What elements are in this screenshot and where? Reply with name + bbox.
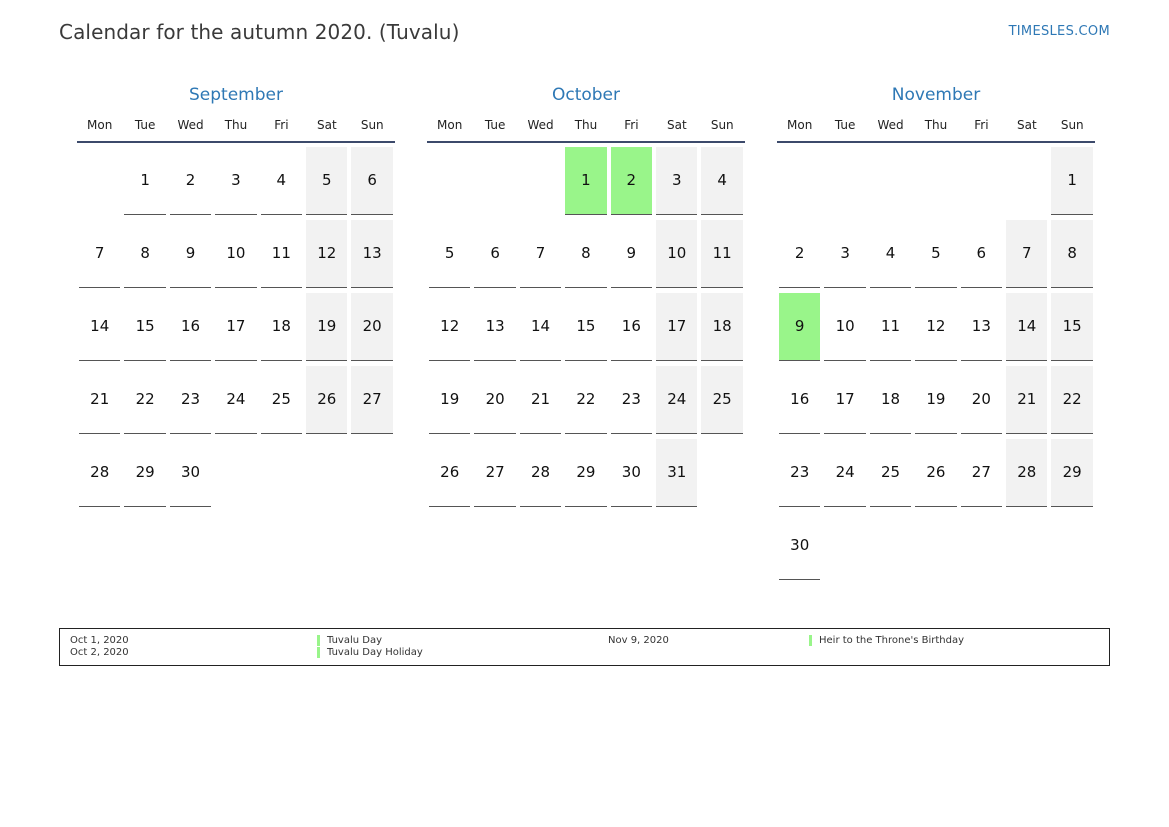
- day-cell[interactable]: 30: [779, 512, 821, 580]
- day-cell[interactable]: 18: [701, 293, 743, 361]
- day-cell[interactable]: 16: [611, 293, 653, 361]
- weekday-label: Sun: [1060, 118, 1084, 132]
- week-row: [427, 147, 745, 216]
- empty-day-cell: [870, 512, 912, 580]
- weekday-label: Thu: [924, 118, 948, 132]
- weekday-label: Wed: [877, 118, 904, 132]
- day-cell[interactable]: 5: [429, 220, 471, 288]
- week-row: [427, 220, 745, 289]
- day-cell[interactable]: 24: [215, 366, 257, 434]
- day-cell[interactable]: 4: [261, 147, 303, 215]
- day-cell[interactable]: 20: [961, 366, 1003, 434]
- week-row: [77, 220, 395, 289]
- empty-day-cell: [429, 147, 471, 215]
- day-cell[interactable]: 5: [915, 220, 957, 288]
- week-row: [777, 147, 1095, 216]
- weekday-label: Sun: [360, 118, 384, 132]
- weekday-label: Tue: [834, 118, 856, 132]
- day-cell[interactable]: 28: [520, 439, 562, 507]
- week-row: [77, 366, 395, 435]
- day-cell[interactable]: 27: [961, 439, 1003, 507]
- day-cell[interactable]: 6: [961, 220, 1003, 288]
- weekday-header: [777, 115, 1095, 143]
- month-name: October: [551, 85, 621, 105]
- empty-day-cell: [1006, 512, 1048, 580]
- day-cell[interactable]: 17: [656, 293, 698, 361]
- day-cell[interactable]: 23: [170, 366, 212, 434]
- weekday-label: Sat: [1016, 118, 1037, 132]
- day-cell[interactable]: 7: [1006, 220, 1048, 288]
- day-cell[interactable]: 11: [870, 293, 912, 361]
- empty-day-cell: [870, 147, 912, 215]
- day-cell[interactable]: 30: [611, 439, 653, 507]
- day-cell[interactable]: 1: [124, 147, 166, 215]
- day-cell[interactable]: 18: [261, 293, 303, 361]
- day-cell[interactable]: 23: [611, 366, 653, 434]
- empty-day-cell: [215, 439, 257, 507]
- empty-day-cell: [824, 512, 866, 580]
- day-cell[interactable]: 15: [565, 293, 607, 361]
- day-cell[interactable]: 21: [1006, 366, 1048, 434]
- day-cell[interactable]: 12: [915, 293, 957, 361]
- legend-holiday-name: Tuvalu Day: [317, 635, 382, 646]
- empty-day-cell: [520, 147, 562, 215]
- month-name: September: [189, 85, 283, 105]
- page-title: Calendar for the autumn 2020. (Tuvalu): [59, 20, 460, 44]
- day-cell[interactable]: 19: [915, 366, 957, 434]
- weekday-label: Tue: [134, 118, 156, 132]
- day-cell[interactable]: 27: [474, 439, 516, 507]
- day-cell[interactable]: 20: [351, 293, 393, 361]
- empty-day-cell: [824, 147, 866, 215]
- week-row: [777, 366, 1095, 435]
- week-row: [777, 512, 1095, 581]
- empty-day-cell: [1051, 512, 1093, 580]
- weekday-label: Wed: [177, 118, 204, 132]
- day-cell[interactable]: 13: [961, 293, 1003, 361]
- day-cell[interactable]: 31: [656, 439, 698, 507]
- weekday-label: Fri: [974, 118, 989, 132]
- weekday-label: Mon: [787, 118, 813, 132]
- empty-day-cell: [351, 439, 393, 507]
- month-0: [77, 84, 395, 512]
- day-cell[interactable]: 15: [1051, 293, 1093, 361]
- legend-holiday-name: Tuvalu Day Holiday: [317, 647, 423, 658]
- weekday-label: Sat: [316, 118, 337, 132]
- day-cell[interactable]: 12: [429, 293, 471, 361]
- day-cell[interactable]: 14: [79, 293, 121, 361]
- day-cell[interactable]: 19: [306, 293, 348, 361]
- empty-day-cell: [306, 439, 348, 507]
- day-cell[interactable]: 29: [565, 439, 607, 507]
- day-cell[interactable]: 10: [824, 293, 866, 361]
- day-cell[interactable]: 14: [1006, 293, 1048, 361]
- empty-day-cell: [79, 147, 121, 215]
- day-cell[interactable]: 24: [656, 366, 698, 434]
- day-cell[interactable]: 28: [1006, 439, 1048, 507]
- month-name: November: [891, 85, 981, 105]
- empty-day-cell: [779, 147, 821, 215]
- day-cell[interactable]: 21: [79, 366, 121, 434]
- day-cell[interactable]: 24: [824, 439, 866, 507]
- legend-date: Oct 2, 2020: [70, 647, 129, 658]
- day-cell[interactable]: 10: [656, 220, 698, 288]
- empty-day-cell: [1006, 147, 1048, 215]
- day-cell[interactable]: 13: [351, 220, 393, 288]
- day-cell[interactable]: 8: [565, 220, 607, 288]
- day-cell[interactable]: 20: [474, 366, 516, 434]
- week-row: [77, 293, 395, 362]
- weekday-label: Thu: [224, 118, 248, 132]
- holiday-day-cell[interactable]: 2: [611, 147, 653, 215]
- day-cell[interactable]: 6: [351, 147, 393, 215]
- day-cell[interactable]: 25: [261, 366, 303, 434]
- day-cell[interactable]: 18: [870, 366, 912, 434]
- day-cell[interactable]: 26: [306, 366, 348, 434]
- week-row: [777, 220, 1095, 289]
- day-cell[interactable]: 25: [870, 439, 912, 507]
- weekday-label: Sat: [666, 118, 687, 132]
- weekday-label: Sun: [710, 118, 734, 132]
- empty-day-cell: [915, 512, 957, 580]
- empty-day-cell: [261, 439, 303, 507]
- day-cell[interactable]: 17: [824, 366, 866, 434]
- day-cell[interactable]: 11: [261, 220, 303, 288]
- day-cell[interactable]: 17: [215, 293, 257, 361]
- day-cell[interactable]: 2: [779, 220, 821, 288]
- weekday-label: Wed: [527, 118, 554, 132]
- day-cell[interactable]: 9: [170, 220, 212, 288]
- day-cell[interactable]: 15: [124, 293, 166, 361]
- weekday-label: Thu: [574, 118, 598, 132]
- day-cell[interactable]: 16: [779, 366, 821, 434]
- day-cell[interactable]: 9: [611, 220, 653, 288]
- month-1: [427, 84, 745, 512]
- day-cell[interactable]: 4: [701, 147, 743, 215]
- day-cell[interactable]: 4: [870, 220, 912, 288]
- weekday-header: [77, 115, 395, 143]
- weekday-header: [427, 115, 745, 143]
- week-row: [777, 439, 1095, 508]
- legend-date: Oct 1, 2020: [70, 635, 129, 646]
- day-cell[interactable]: 22: [124, 366, 166, 434]
- weekday-label: Mon: [87, 118, 113, 132]
- day-cell[interactable]: 22: [1051, 366, 1093, 434]
- empty-day-cell: [961, 512, 1003, 580]
- day-cell[interactable]: 23: [779, 439, 821, 507]
- day-cell[interactable]: 26: [429, 439, 471, 507]
- day-cell[interactable]: 16: [170, 293, 212, 361]
- day-cell[interactable]: 3: [824, 220, 866, 288]
- empty-day-cell: [474, 147, 516, 215]
- weekday-label: Fri: [274, 118, 289, 132]
- day-cell[interactable]: 29: [1051, 439, 1093, 507]
- day-cell[interactable]: 25: [701, 366, 743, 434]
- week-row: [427, 293, 745, 362]
- month-2: [777, 84, 1095, 585]
- day-cell[interactable]: 3: [656, 147, 698, 215]
- weekday-label: Mon: [437, 118, 463, 132]
- day-cell[interactable]: 28: [79, 439, 121, 507]
- day-cell[interactable]: 3: [215, 147, 257, 215]
- empty-day-cell: [915, 147, 957, 215]
- week-row: [427, 366, 745, 435]
- day-cell[interactable]: 1: [1051, 147, 1093, 215]
- day-cell[interactable]: 8: [124, 220, 166, 288]
- day-cell[interactable]: 30: [170, 439, 212, 507]
- day-cell[interactable]: 27: [351, 366, 393, 434]
- week-row: [77, 439, 395, 508]
- weekday-label: Tue: [484, 118, 506, 132]
- weekday-label: Fri: [624, 118, 639, 132]
- day-cell[interactable]: 2: [170, 147, 212, 215]
- legend-holiday-name: Heir to the Throne's Birthday: [809, 635, 964, 646]
- day-cell[interactable]: 6: [474, 220, 516, 288]
- week-row: [77, 147, 395, 216]
- day-cell[interactable]: 19: [429, 366, 471, 434]
- day-cell[interactable]: 12: [306, 220, 348, 288]
- day-cell[interactable]: 22: [565, 366, 607, 434]
- day-cell[interactable]: 10: [215, 220, 257, 288]
- day-cell[interactable]: 13: [474, 293, 516, 361]
- day-cell[interactable]: 21: [520, 366, 562, 434]
- day-cell[interactable]: 14: [520, 293, 562, 361]
- day-cell[interactable]: 7: [520, 220, 562, 288]
- holiday-day-cell[interactable]: 1: [565, 147, 607, 215]
- site-link[interactable]: TIMESLES.COM: [1008, 24, 1110, 39]
- day-cell[interactable]: 5: [306, 147, 348, 215]
- legend-date: Nov 9, 2020: [608, 635, 669, 646]
- empty-day-cell: [701, 439, 743, 507]
- week-row: [427, 439, 745, 508]
- empty-day-cell: [961, 147, 1003, 215]
- week-row: [777, 293, 1095, 362]
- day-cell[interactable]: 29: [124, 439, 166, 507]
- holiday-legend: [59, 628, 1110, 666]
- day-cell[interactable]: 11: [701, 220, 743, 288]
- day-cell[interactable]: 8: [1051, 220, 1093, 288]
- day-cell[interactable]: 7: [79, 220, 121, 288]
- holiday-day-cell[interactable]: 9: [779, 293, 821, 361]
- day-cell[interactable]: 26: [915, 439, 957, 507]
